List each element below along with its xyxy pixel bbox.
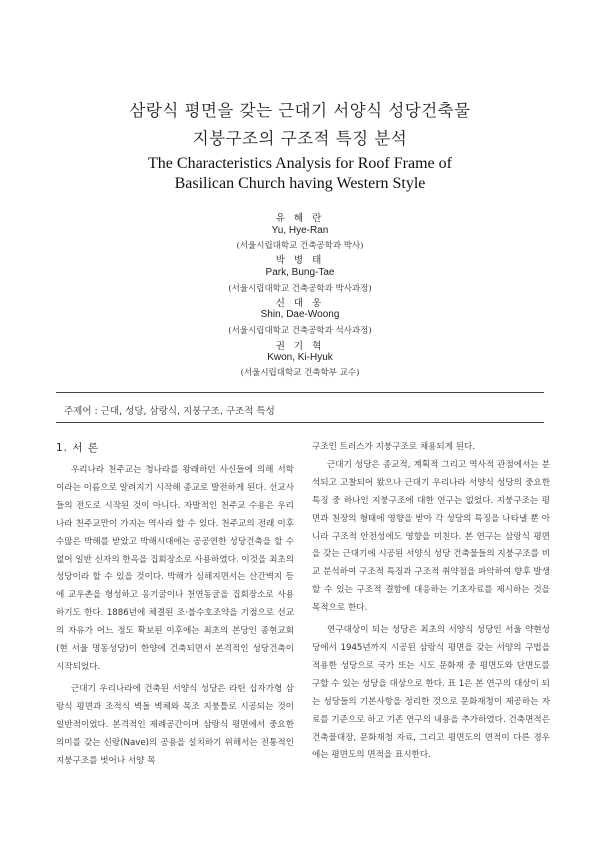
keywords-top-rule	[56, 392, 544, 393]
keywords-bottom-rule	[56, 422, 544, 423]
author-name-ko: 박 병 태	[275, 255, 325, 266]
title-english-line2: Basilican Church having Western Style	[174, 175, 426, 192]
author-affiliation: (서울시립대학교 건축공학과 석사과정)	[228, 326, 372, 336]
title-korean-line2: 지붕구조의 구조적 특징 분석	[192, 129, 408, 148]
paragraph: 연구대상이 되는 성당은 최초의 서양식 성당인 서울 약현성당에서 1945년까지 시공된 삼랑식 평면을 갖는 서양의 구법을 적용한 성당으로 국가 또는 시도 문화재 중 평면도와 단면도를 구할 수 있는 성당을 대상으로 한다. 표 1은 본 연구의 대상이 되는 성당들의 기본사항을 정리한 것으로 문화재청이 제공하는 자료를 기준으로 하고 기존 연구의 내용을 추가하였다. 건축면적은 건축물대장, 문화재청 자료, 그리고 평면도의 면적이 다른 경우에는 평면도의 면적을 표시한다.	[312, 625, 550, 761]
author-name-ko: 유 혜 란	[275, 213, 325, 224]
keywords: 주제어 : 근대, 성당, 삼랑식, 지붕구조, 구조적 특성	[64, 406, 275, 417]
author-name-en: Yu, Hye-Ran	[271, 225, 329, 236]
author-name-ko: 권 기 혁	[275, 341, 325, 352]
paragraph: 근대기 성당은 종교적, 계획적 그리고 역사적 관점에서는 분석되고 고찰되어 왔으나 근대기 우리나라 서양식 성당의 중요한 특징 중 하나인 지붕구조에 대한 연구는 없었다. 지붕구조는 평면과 천장의 형태에 영향을 받아 각 성당의 특징을 나타낼 뿐 아니라 구조적 안전성에도 영향을 미친다. 본 연구는 삼랑식 평면을 갖는 근대기에 시공된 서양식 성당 건축물들의 지붕구조를 비교 분석하여 구조적 특징과 구조적 취약점을 파악하여 향후 발생할 수 있는 구조적 결함에 대응하는 기초자료를 제시하는 것을 목적으로 한다.	[312, 459, 550, 614]
section-heading: 1. 서 론	[56, 442, 99, 454]
title-korean-line1: 삼랑식 평면을 갖는 근대기 서양식 성당건축물	[129, 101, 471, 120]
paragraph: 구조인 트러스가 지붕구조로 채용되게 된다.	[312, 442, 476, 452]
left-column	[56, 462, 294, 770]
paragraph: 근대기 우리나라에 건축된 서양식 성당은 라틴 십자가형 삼랑식 평면과 조적식 벽돌 벽체와 목조 지붕틀로 시공되는 것이 일반적이었다. 본격적인 제례공간이며 삼랑식 평면에서 중요한 의미를 갖는 신랑(Nave)의 공용을 설치하기 위해서는 전통적인 지붕구조를 벗어나 서양 목	[56, 683, 294, 766]
author-name-ko: 신 대 웅	[275, 298, 325, 309]
paragraph: 우리나라 천주교는 청나라를 왕래하던 사신들에 의해 서학이라는 이름으로 알려지기 시작해 종교로 발전하게 된다. 선교사들의 전도로 시작된 것이 아니다. 자발적인 천주교 수용은 우리나라 천주교만이 가지는 역사라 할 수 있다. 천주교의 전래 이후 수많은 박해를 받았고 박해시대에는 공공연한 성당건축을 할 수 없어 일반 신자의 한옥을 집회장소로 사용하였다. 이것을 최초의 성당이라 할 수 있을 것이다. 박해가 심해지면서는 산간벽지 등에 교우촌을 형성하고 옹기굴이나 천연동굴을 집회장소로 사용하기도 한다. 1886년에 체결된 조·불수호조약을 기점으로 선교의 자유가 어느 정도 확보된 이후에는 최초의 본당인 종현교회(현 서울 명동성당)이 한양에 건축되면서 본격적인 성당건축이 시작되었다.	[56, 465, 294, 672]
author-affiliation: (서울시립대학교 건축공학과 박사과정)	[228, 284, 372, 294]
right-column	[312, 439, 550, 765]
author-name-en: Shin, Dae-Woong	[260, 309, 340, 320]
author-name-en: Park, Bung-Tae	[265, 267, 335, 278]
title-english-line1: The Characteristics Analysis for Roof Frame of	[148, 155, 452, 172]
author-affiliation: (서울시립대학교 건축공학과 박사)	[236, 241, 364, 251]
author-affiliation: (서울시립대학교 건축학부 교수)	[240, 368, 360, 378]
author-name-en: Kwon, Ki-Hyuk	[267, 352, 333, 363]
